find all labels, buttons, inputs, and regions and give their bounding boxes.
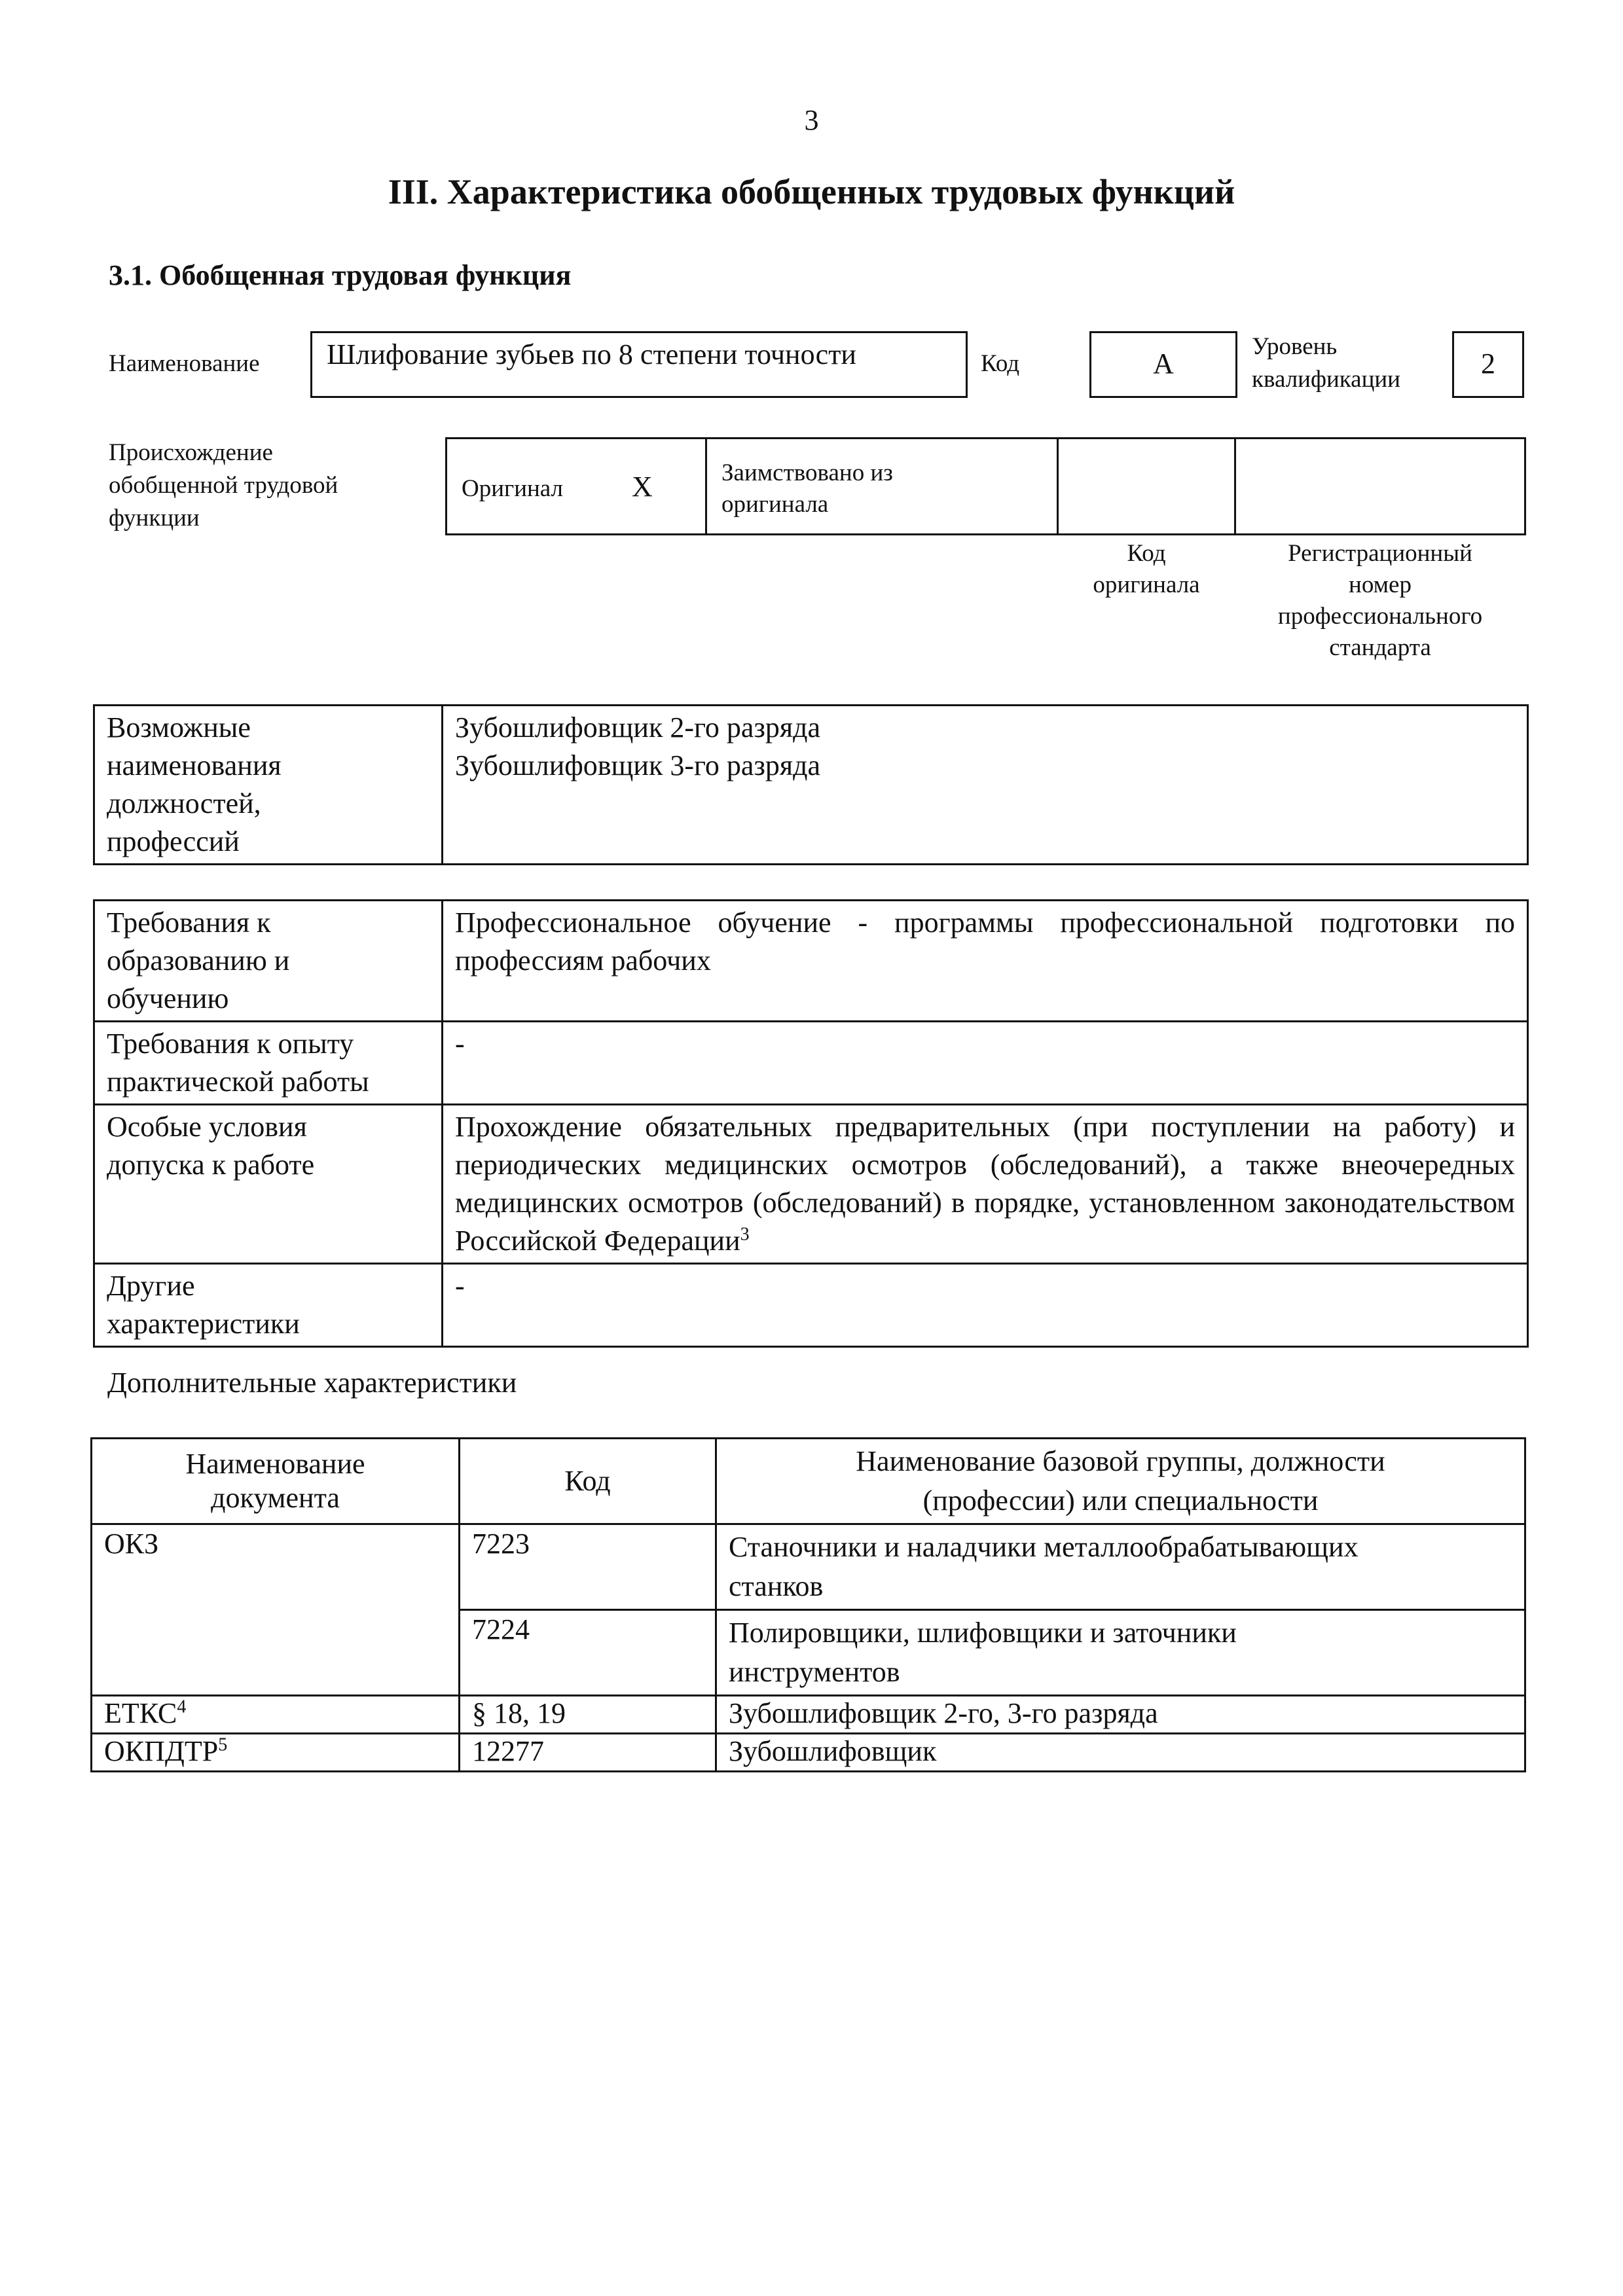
requirements-row-experience xyxy=(94,1022,1528,1105)
positions-label-1: Возможные xyxy=(107,711,251,744)
header-doc-2: документа xyxy=(211,1482,340,1514)
okpdtr-doc: ОКПДТР xyxy=(104,1735,219,1767)
other-value: - xyxy=(443,1264,1528,1347)
education-value: Профессиональное обучение - программы профессиональной подготовки по профессиям рабочих xyxy=(443,901,1528,1022)
education-label-1: Требования к xyxy=(107,906,271,939)
okz-name-cell-2 xyxy=(716,1610,1525,1696)
etks-name: Зубошлифовщик 2-го, 3-го разряда xyxy=(716,1696,1525,1734)
origin-borrowed-cell xyxy=(705,437,1059,535)
origin-original-label: Оригинал xyxy=(462,475,564,502)
additional-title: Дополнительные характеристики xyxy=(107,1367,517,1399)
experience-label-cell xyxy=(94,1022,443,1105)
okz-name-1-line-1: Станочники и наладчики металлообрабатывающих xyxy=(729,1531,1359,1563)
requirements-row-special xyxy=(94,1105,1528,1264)
gtf-name-value: Шлифование зубьев по 8 степени точности xyxy=(327,338,856,370)
page-number: 3 xyxy=(804,104,819,136)
origin-caption-reg-1: Регистрационный xyxy=(1288,540,1472,567)
table-row xyxy=(92,1734,1525,1772)
origin-caption-reg-2: номер xyxy=(1349,571,1412,598)
gtf-name-box xyxy=(310,331,968,398)
header-doc-cell xyxy=(92,1439,460,1524)
okpdtr-code: 12277 xyxy=(460,1734,716,1772)
okz-code-1: 7223 xyxy=(460,1524,716,1610)
okz-name-cell-1 xyxy=(716,1524,1525,1610)
special-label-cell xyxy=(94,1105,443,1264)
origin-caption-reg-4: стандарта xyxy=(1329,634,1431,661)
okpdtr-name: Зубошлифовщик xyxy=(716,1734,1525,1772)
experience-value: - xyxy=(443,1022,1528,1105)
additional-header-row xyxy=(92,1439,1525,1524)
gtf-level-label-2: квалификации xyxy=(1252,366,1400,393)
positions-value-2: Зубошлифовщик 3-го разряда xyxy=(455,749,820,781)
gtf-level-value: 2 xyxy=(1481,348,1495,380)
education-label-3: обучению xyxy=(107,982,229,1014)
other-label-cell xyxy=(94,1264,443,1347)
positions-label-4: профессий xyxy=(107,825,240,857)
origin-label-1: Происхождение xyxy=(109,439,273,466)
section-title: III. Характеристика обобщенных трудовых функций xyxy=(388,172,1235,211)
special-value-cell xyxy=(443,1105,1528,1264)
experience-label-1: Требования к опыту xyxy=(107,1028,354,1060)
gtf-level-box xyxy=(1452,331,1524,398)
gtf-code-value: A xyxy=(1153,348,1174,380)
etks-note: 4 xyxy=(177,1696,187,1717)
origin-borrowed-label-1: Заимствовано из xyxy=(721,459,893,486)
gtf-name-label: Наименование xyxy=(109,350,260,377)
experience-label-2: практической работы xyxy=(107,1066,369,1098)
origin-original-cell xyxy=(445,437,707,535)
positions-label-3: должностей, xyxy=(107,787,261,819)
gtf-code-box xyxy=(1089,331,1237,398)
origin-code-cell xyxy=(1057,437,1236,535)
header-name-cell xyxy=(716,1439,1525,1524)
header-code: Код xyxy=(460,1439,716,1524)
okz-name-2-line-1: Полировщики, шлифовщики и заточники xyxy=(729,1617,1237,1649)
other-label-2: характеристики xyxy=(107,1308,300,1340)
subsection-title: 3.1. Обобщенная трудовая функция xyxy=(109,259,572,291)
etks-doc: ЕТКС xyxy=(104,1697,177,1729)
origin-caption-code-2: оригинала xyxy=(1093,571,1200,598)
positions-table xyxy=(93,704,1529,865)
header-doc-1: Наименование xyxy=(185,1448,365,1480)
additional-table xyxy=(90,1437,1526,1772)
origin-caption-reg-3: профессионального xyxy=(1277,603,1483,630)
table-row xyxy=(92,1524,1525,1610)
table-row xyxy=(92,1696,1525,1734)
okz-doc: ОКЗ xyxy=(92,1524,460,1696)
etks-code: § 18, 19 xyxy=(460,1696,716,1734)
okz-name-1-line-2: станков xyxy=(729,1570,824,1602)
special-footnote: 3 xyxy=(740,1224,750,1245)
positions-value-cell xyxy=(443,706,1528,865)
gtf-code-label: Код xyxy=(981,350,1020,377)
positions-value-1: Зубошлифовщик 2-го разряда xyxy=(455,711,820,744)
origin-reg-number-cell xyxy=(1234,437,1526,535)
origin-label-3: функции xyxy=(109,505,200,531)
special-value: Прохождение обязательных предварительных (при поступлении на работу) и периодических медицинских осмотров (обследований), а также внеочередных медицинских осмотров (обследований) в порядке, установленном законодательством Российской Федерации xyxy=(455,1111,1515,1257)
etks-doc-cell xyxy=(92,1696,460,1734)
other-label-1: Другие xyxy=(107,1270,195,1302)
positions-row xyxy=(94,706,1528,865)
education-label-2: образованию и xyxy=(107,944,290,977)
positions-label-cell xyxy=(94,706,443,865)
requirements-row-education xyxy=(94,901,1528,1022)
okpdtr-doc-cell xyxy=(92,1734,460,1772)
okpdtr-note: 5 xyxy=(218,1734,228,1755)
origin-label-2: обобщенной трудовой xyxy=(109,472,338,499)
education-label-cell xyxy=(94,901,443,1022)
special-label-2: допуска к работе xyxy=(107,1149,315,1181)
origin-borrowed-label-2: оригинала xyxy=(721,491,829,518)
requirements-table xyxy=(93,899,1529,1348)
gtf-level-label-1: Уровень xyxy=(1252,333,1338,360)
special-label-1: Особые условия xyxy=(107,1111,307,1143)
requirements-row-other xyxy=(94,1264,1528,1347)
header-name-2: (профессии) или специальности xyxy=(922,1484,1319,1516)
positions-label-2: наименования xyxy=(107,749,282,781)
origin-caption-code-1: Код xyxy=(1127,540,1166,567)
origin-original-mark: X xyxy=(632,471,653,503)
header-name-1: Наименование базовой группы, должности xyxy=(856,1445,1385,1477)
okz-code-2: 7224 xyxy=(460,1610,716,1696)
okz-name-2-line-2: инструментов xyxy=(729,1656,900,1688)
